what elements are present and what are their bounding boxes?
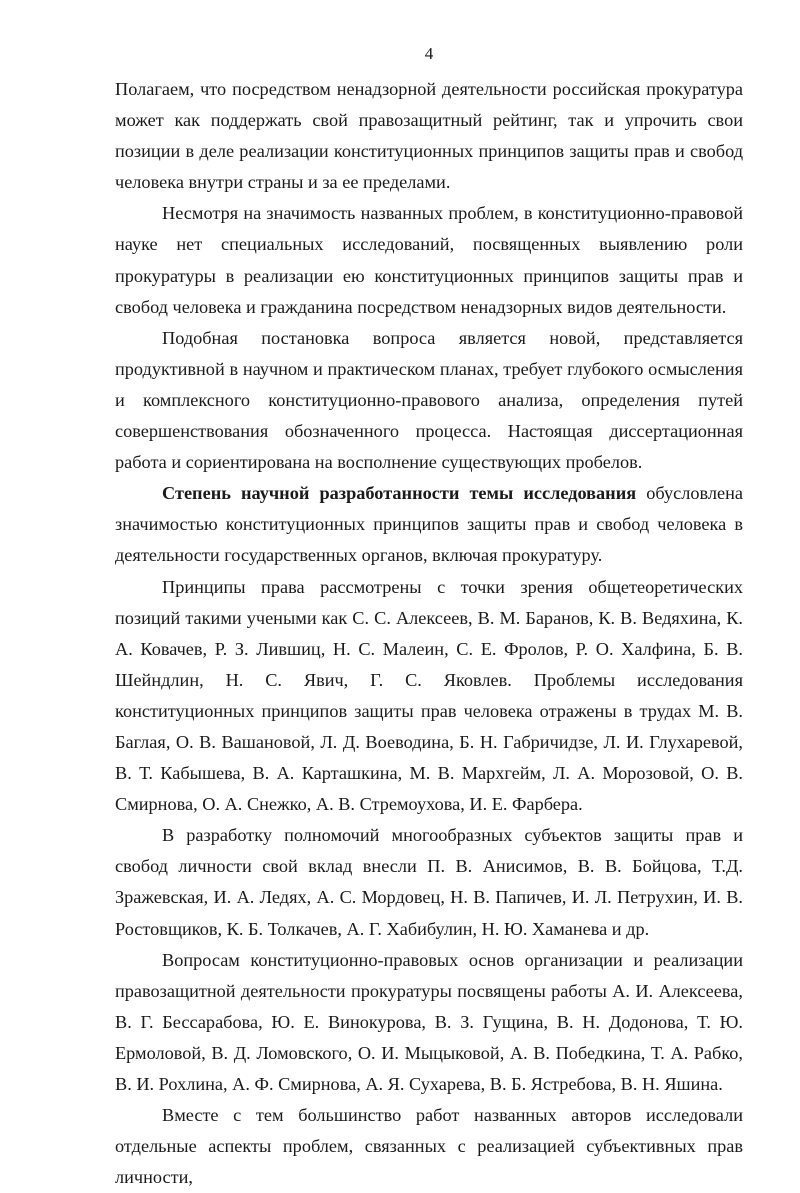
paragraph-1 <box>115 74 743 198</box>
paragraph-4 <box>115 478 743 571</box>
paragraph-2 <box>115 198 743 322</box>
paragraph-4-text: обусловлена значимостью конституционных принципов защиты прав и свобод человека в деятельности государственных органов, включая прокуратуру. <box>115 483 743 566</box>
paragraph-2-text: Несмотря на значимость названных проблем, в конституционно-правовой науке нет специальных исследований, посвященных выявлению роли прокуратуры в реализации ею конституционных принципов защиты прав и свобод человека и гражданина посредством ненадзорных видов деятельности. <box>115 203 743 317</box>
paragraph-6-text: В разработку полномочий многообразных субъектов защиты прав и свобод личности свой вклад внесли П. В. Анисимов, В. В. Бойцова, Т.Д. Зражевская, И. А. Ледях, А. С. Мордовец, Н. В. Папичев, И. Л. Петрухин, И. В. Ростовщиков, К. Б. Толкачев, А. Г. Хабибулин, Н. Ю. Хаманева и др. <box>115 825 743 939</box>
section-heading-inline: Степень научной разработанности темы исследования <box>162 483 637 504</box>
page-number: 4 <box>424 44 434 63</box>
paragraph-1-text: Полагаем, что посредством ненадзорной деятельности российская прокуратура может как поддержать свой правозащитный рейтинг, так и упрочить свои позиции в деле реализации конституционных принципов защиты прав и свобод человека внутри страны и за ее пределами. <box>115 79 743 193</box>
paragraph-6 <box>115 820 743 944</box>
paragraph-7-text: Вопросам конституционно-правовых основ организации и реализации правозащитной деятельности прокуратуры посвящены работы А. И. Алексеева, В. Г. Бессарабова, Ю. Е. Винокурова, В. З. Гущина, В. Н. Додонова, Т. Ю. Ермоловой, В. Д. Ломовского, О. И. Мыцыковой, А. В. Победкина, Т. А. Рабко, В. И. Рохлина, А. Ф. Смирнова, А. Я. Сухарева, В. Б. Ястребова, В. Н. Яшина. <box>115 949 743 1094</box>
paragraph-8 <box>115 1100 743 1193</box>
paragraph-8-text: Вместе с тем большинство работ названных авторов исследовали отдельные аспекты проблем, связанных с реализацией субъективных прав личности, <box>115 1105 743 1188</box>
document-page <box>115 42 743 1193</box>
paragraph-5-text: Принципы права рассмотрены с точки зрения общетеоретических позиций такими учеными как С. С. Алексеев, В. М. Баранов, К. В. Ведяхина, К. А. Ковачев, Р. З. Лившиц, Н. С. Малеин, С. Е. Фролов, Р. О. Халфина, Б. В. Шейндлин, Н. С. Явич, Г. С. Яковлев. Проблемы исследования конституционных принципов защиты прав человека отражены в трудах М. В. Баглая, О. В. Вашановой, Л. Д. Воеводина, Б. Н. Габричидзе, Л. И. Глухаревой, В. Т. Кабышева, В. А. Карташкина, М. В. Мархгейм, Л. А. Морозовой, О. В. Смирнова, О. А. Снежко, А. В. Стремоухова, И. Е. Фарбера. <box>115 576 743 815</box>
paragraph-5 <box>115 572 743 821</box>
paragraph-3 <box>115 323 743 478</box>
paragraph-7 <box>115 945 743 1100</box>
paragraph-3-text: Подобная постановка вопроса является новой, представляется продуктивной в научном и практическом планах, требует глубокого осмысления и комплексного конституционно-правового анализа, определения путей совершенствования обозначенного процесса. Настоящая диссертационная работа и сориентирована на восполнение существующих пробелов. <box>115 327 743 473</box>
